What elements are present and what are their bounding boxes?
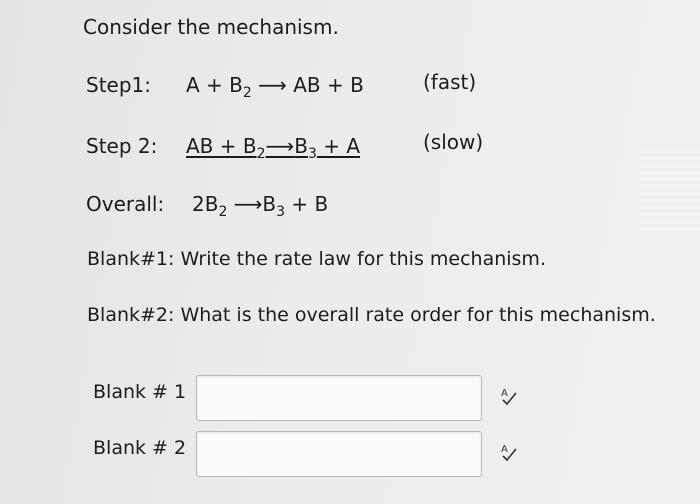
overall-label: Overall: — [86, 192, 165, 216]
svg-text:A: A — [501, 444, 508, 455]
blank2-label: Blank # 2 — [93, 437, 187, 459]
overall-equation: $2B_2$ $⟶B_3 + B$ — [192, 192, 329, 220]
blank2-input[interactable] — [196, 431, 482, 477]
page-heading: Consider the mechanism. — [83, 15, 339, 39]
question-1: Blank#1: Write the rate law for this mechanism. — [87, 248, 546, 270]
step1-equation: $A + B_2$ ⟶ AB + B — [186, 73, 364, 101]
screen-glare — [640, 150, 700, 230]
step2-equation: AB + $B_2⟶B_3 + A$ — [186, 134, 361, 162]
step2-speed: (slow) — [423, 130, 484, 154]
spellcheck-icon[interactable] — [498, 441, 520, 463]
step2-label: Step 2: — [86, 134, 158, 158]
question-2: Blank#2: What is the overall rate order for this mechanism. — [87, 304, 656, 326]
spellcheck-icon[interactable] — [498, 385, 520, 407]
step1-speed: (fast) — [423, 70, 477, 94]
svg-text:A: A — [501, 388, 508, 399]
blank1-input[interactable] — [196, 375, 482, 421]
step1-label: Step1: — [86, 73, 151, 97]
blank1-label: Blank # 1 — [93, 381, 187, 403]
